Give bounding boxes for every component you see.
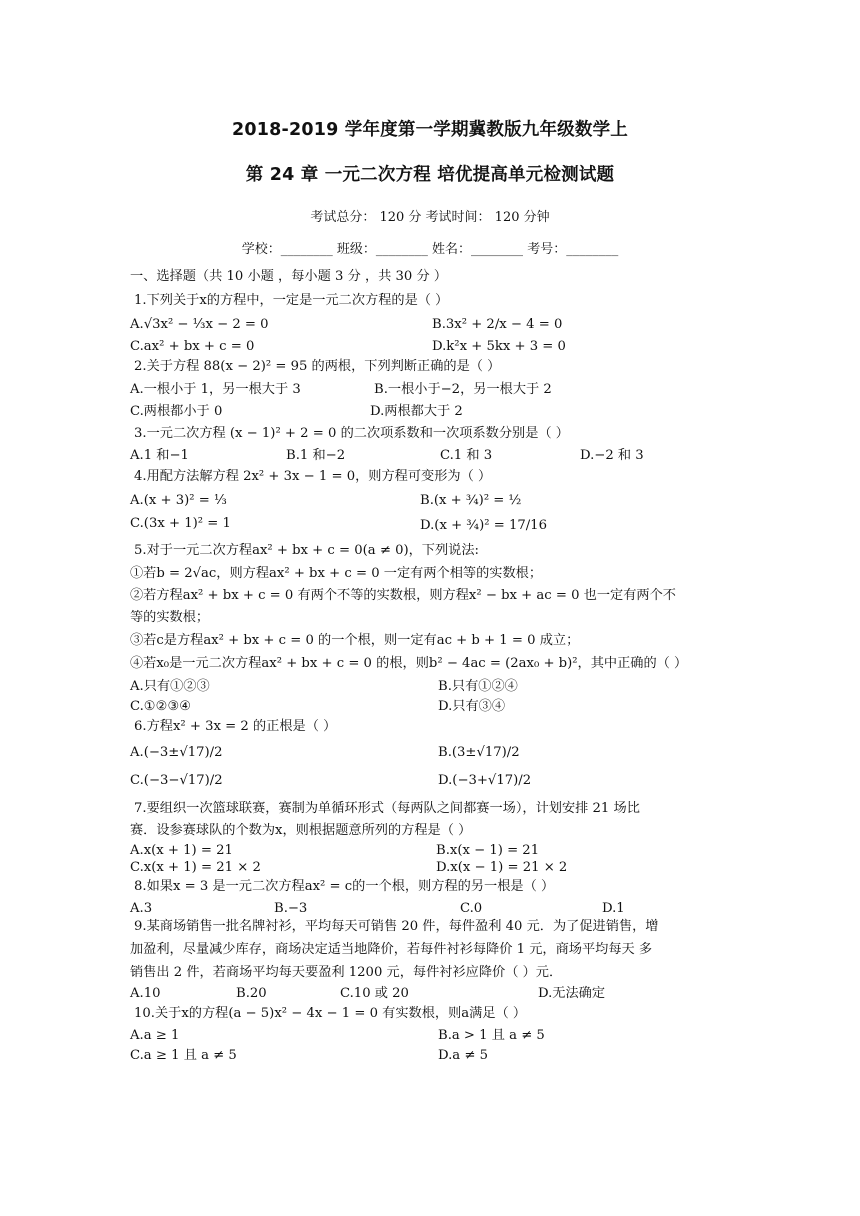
question-5-statement-2: ②若方程ax² + bx + c = 0 有两个不等的实数根，则方程x² − bx + ac = 0 也一定有两个不 xyxy=(130,588,676,603)
question-1-option-c: C.ax² + bx + c = 0 xyxy=(130,339,255,354)
question-6-option-c: C.(−3−√17)/2 xyxy=(130,773,223,788)
question-10-stem: 10.关于x的方程(a − 5)x² − 4x − 1 = 0 有实数根，则a满足（ ） xyxy=(134,1006,527,1021)
question-3-option-c: C.1 和 3 xyxy=(440,448,493,463)
question-9-option-a: A.10 xyxy=(130,986,161,1001)
question-9-stem-cont-1: 加盈利，尽量减少库存，商场决定适当地降价，若每件衬衫每降价 1 元，商场平均每天 多 xyxy=(130,942,653,957)
question-3-option-a: A.1 和−1 xyxy=(130,448,189,463)
question-6-stem: 6.方程x² + 3x = 2 的正根是（ ） xyxy=(134,719,337,734)
question-6-option-b: B.(3±√17)/2 xyxy=(438,745,520,760)
question-4-stem: 4.用配方法解方程 2x² + 3x − 1 = 0，则方程可变形为（ ） xyxy=(134,469,492,484)
exam-info: 考试总分： 120 分 考试时间： 120 分钟 xyxy=(310,210,550,225)
question-5-option-b: B.只有①②④ xyxy=(438,679,518,694)
question-5-statement-2-cont: 等的实数根； xyxy=(130,610,210,625)
question-8-stem: 8.如果x = 3 是一元二次方程ax² = c的一个根，则方程的另一根是（ ） xyxy=(134,879,555,894)
question-2-option-c: C.两根都小于 0 xyxy=(130,404,223,419)
question-10-option-c: C.a ≥ 1 且 a ≠ 5 xyxy=(130,1048,237,1063)
question-1-option-b: B.3x² + 2/x − 4 = 0 xyxy=(432,317,563,332)
question-7-option-b: B.x(x − 1) = 21 xyxy=(436,843,540,858)
question-9-option-d: D.无法确定 xyxy=(538,986,606,1001)
question-7-option-a: A.x(x + 1) = 21 xyxy=(130,843,233,858)
question-5-option-c: C.①②③④ xyxy=(130,699,192,714)
question-4-option-c: C.(3x + 1)² = 1 xyxy=(130,516,231,531)
question-2-option-a: A.一根小于 1，另一根大于 3 xyxy=(130,382,301,397)
question-9-stem-cont-2: 销售出 2 件，若商场平均每天要盈利 1200 元，每件衬衫应降价（ ）元． xyxy=(130,965,563,980)
question-5-option-a: A.只有①②③ xyxy=(130,679,210,694)
section-heading: 一、选择题（共 10 小题 ，每小题 3 分 ，共 30 分 ） xyxy=(130,269,448,284)
question-5-option-d: D.只有③④ xyxy=(438,699,506,714)
question-8-option-a: A.3 xyxy=(130,901,153,916)
question-2-stem: 2.关于方程 88(x − 2)² = 95 的两根，下列判断正确的是（ ） xyxy=(134,359,501,374)
question-9-option-c: C.10 或 20 xyxy=(340,986,409,1001)
question-5-statement-1: ①若b = 2√ac，则方程ax² + bx + c = 0 一定有两个相等的实数根； xyxy=(130,566,543,581)
question-1-option-a: A.√3x² − ⅓x − 2 = 0 xyxy=(130,317,269,332)
question-4-option-a: A.(x + 3)² = ⅓ xyxy=(130,493,227,508)
question-7-option-d: D.x(x − 1) = 21 × 2 xyxy=(436,860,568,875)
question-1-option-d: D.k²x + 5kx + 3 = 0 xyxy=(432,339,566,354)
question-8-option-b: B.−3 xyxy=(274,901,308,916)
question-9-option-b: B.20 xyxy=(236,986,267,1001)
question-10-option-d: D.a ≠ 5 xyxy=(438,1048,488,1063)
question-8-option-d: D.1 xyxy=(602,901,625,916)
question-6-option-d: D.(−3+√17)/2 xyxy=(438,773,532,788)
question-3-option-b: B.1 和−2 xyxy=(286,448,346,463)
question-4-option-b: B.(x + ¾)² = ½ xyxy=(420,493,522,508)
student-info: 学校：________ 班级：________ 姓名：________ 考号：________ xyxy=(241,242,619,257)
question-2-option-b: B.一根小于−2，另一根大于 2 xyxy=(374,382,552,397)
question-10-option-a: A.a ≥ 1 xyxy=(130,1028,180,1043)
question-3-stem: 3.一元二次方程 (x − 1)² + 2 = 0 的二次项系数和一次项系数分别是（ ） xyxy=(134,426,569,441)
question-10-option-b: B.a > 1 且 a ≠ 5 xyxy=(438,1028,545,1043)
question-1-stem: 1.下列关于x的方程中，一定是一元二次方程的是（ ） xyxy=(134,293,449,308)
question-3-option-d: D.−2 和 3 xyxy=(580,448,644,463)
question-6-option-a: A.(−3±√17)/2 xyxy=(130,745,223,760)
question-7-stem: 7.要组织一次篮球联赛，赛制为单循环形式（每两队之间都赛一场），计划安排 21 场比 xyxy=(134,801,640,816)
question-8-option-c: C.0 xyxy=(460,901,483,916)
question-7-stem-cont: 赛．设参赛球队的个数为x，则根据题意所列的方程是（ ） xyxy=(130,823,472,838)
question-2-option-d: D.两根都大于 2 xyxy=(370,404,463,419)
exam-title-line1: 2018-2019 学年度第一学期冀教版九年级数学上 xyxy=(232,120,628,140)
exam-title-line2: 第 24 章 一元二次方程 培优提高单元检测试题 xyxy=(245,165,615,185)
question-5-statement-3: ③若c是方程ax² + bx + c = 0 的一个根，则一定有ac + b + 1 = 0 成立； xyxy=(130,633,580,648)
question-5-statement-4: ④若x₀是一元二次方程ax² + bx + c = 0 的根，则b² − 4ac = (2ax₀ + b)²，其中正确的（ ） xyxy=(130,656,688,671)
question-9-stem: 9.某商场销售一批名牌衬衫，平均每天可销售 20 件，每件盈利 40 元．为了促进销售，增 xyxy=(134,919,659,934)
question-7-option-c: C.x(x + 1) = 21 × 2 xyxy=(130,860,261,875)
question-5-stem: 5.对于一元二次方程ax² + bx + c = 0(a ≠ 0)，下列说法: xyxy=(134,543,479,558)
question-4-option-d: D.(x + ¾)² = 17/16 xyxy=(420,518,547,533)
